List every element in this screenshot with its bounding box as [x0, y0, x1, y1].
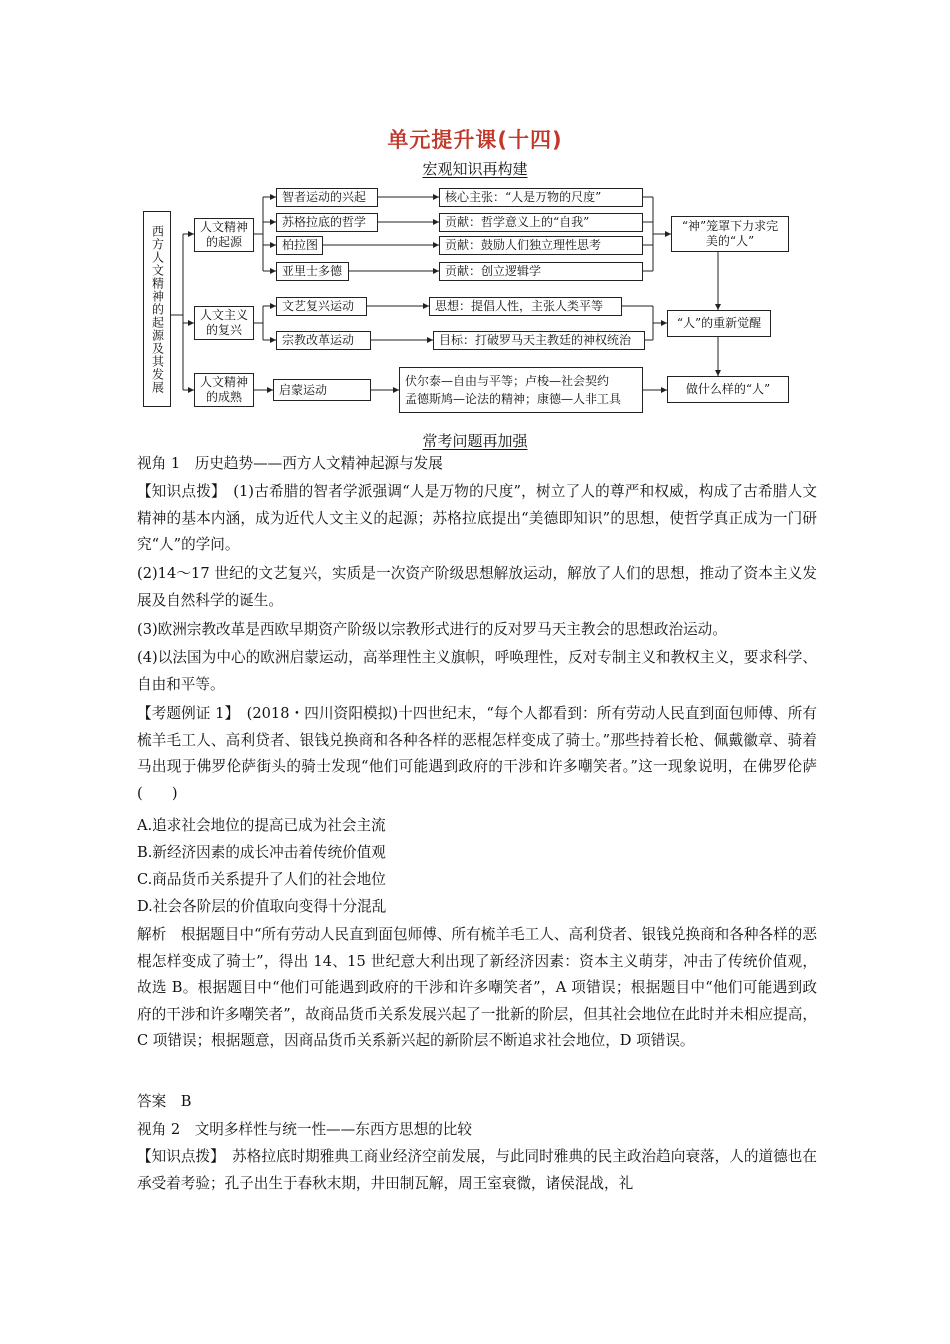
perspective-1-heading: 视角 1 历史趋势——西方人文精神起源与发展: [137, 455, 443, 472]
option-a: A.追求社会地位的提高已成为社会主流: [137, 817, 386, 834]
topic-reformation: 宗教改革运动: [276, 331, 371, 350]
topic-renaissance: 文艺复兴运动: [276, 297, 367, 316]
stage-origin: 人文精神的起源: [194, 218, 254, 252]
detail-socrates: 贡献：哲学意义上的“自我”: [439, 213, 643, 232]
knowledge-point-4: (4)以法国为中心的欧洲启蒙运动，高举理性主义旗帜，呼唤理性，反对专制主义和教权主义，要求科学、自由和平等。: [137, 649, 817, 693]
knowledge-framework-diagram: [143, 180, 803, 416]
detail-plato: 贡献：鼓励人们独立理性思考: [439, 236, 643, 255]
stage-revival: 人文主义的复兴: [194, 306, 254, 340]
section-heading-questions: 常考问题再加强: [422, 432, 528, 450]
section-heading-framework: 宏观知识再构建: [422, 160, 528, 178]
analysis: 解析 根据题目中“所有劳动人民直到面包师傅、所有梳羊毛工人、高利贷者、银钱兑换商和各种各样的恶棍怎样变成了骑士”，得出 14、15 世纪意大利出现了新经济因素：资本主义萌芽，冲击了传统价值观，故选 B。根据题目中“他们可能遇到政府的干涉和许多嘲笑者”，A 项错误；根据题目中“他们可能遇到政府的干涉和许多嘲笑者”，故商品货币关系发展兴起了一批新的阶层，但其社会地位在此时并未相应提高，C 项错误；根据题意，因商品货币关系新兴起的新阶层不断追求社会地位，D 项错误。: [137, 926, 817, 1049]
enlightenment-line-2: 孟德斯鸠—论法的精神；康德—人非工具: [405, 392, 622, 406]
topic-sophists: 智者运动的兴起: [276, 188, 378, 207]
topic-plato: 柏拉图: [276, 236, 323, 255]
detail-sophists: 核心主张：“人是万物的尺度”: [439, 188, 643, 207]
option-d: D.社会各阶层的价值取向变得十分混乱: [137, 898, 387, 915]
stage-maturity: 人文精神的成熟: [194, 373, 254, 407]
option-b: B.新经济因素的成长冲击着传统价值观: [137, 844, 386, 861]
perspective-2-heading: 视角 2 文明多样性与统一性——东西方思想的比较: [137, 1121, 472, 1138]
topic-enlightenment: 启蒙运动: [273, 379, 371, 401]
option-c: C.商品货币关系提升了人们的社会地位: [137, 871, 386, 888]
topic-socrates: 苏格拉底的哲学: [276, 213, 378, 232]
diagram-root: 西方人文精神的起源及其发展: [143, 211, 171, 407]
result-maturity: 做什么样的“人”: [667, 376, 789, 403]
topic-aristotle: 亚里士多德: [276, 262, 349, 281]
knowledge-point-5: 【知识点拨】 苏格拉底时期雅典工商业经济空前发展，与此同时雅典的民主政治趋向衰落，人的道德也在承受着考验；孔子出生于春秋末期，井田制瓦解，周王室衰微，诸侯混战，礼: [137, 1148, 817, 1192]
example-question-1: 【考题例证 1】 (2018・四川资阳模拟)十四世纪末，“每个人都看到：所有劳动人民直到面包师傅、所有梳羊毛工人、高利贷者、银钱兑换商和各种各样的恶棍怎样变成了骑士。”那些持着长枪、佩戴徽章、骑着马出现于佛罗伦萨街头的骑士发现“他们可能遇到政府的干涉和许多嘲笑者。”这一现象说明，在佛罗伦萨( ): [137, 705, 817, 802]
knowledge-point-1: 【知识点拨】 (1)古希腊的智者学派强调“人是万物的尺度”，树立了人的尊严和权威，构成了古希腊人文精神的基本内涵，成为近代人文主义的起源；苏格拉底提出“美德即知识”的思想，使哲学真正成为一门研究“人”的学问。: [137, 483, 817, 553]
result-origin: “神”笼罩下力求完美的“人”: [671, 216, 789, 252]
detail-renaissance: 思想：提倡人性，主张人类平等: [429, 297, 622, 316]
knowledge-point-3: (3)欧洲宗教改革是西欧早期资产阶级以宗教形式进行的反对罗马天主教会的思想政治运动。: [137, 621, 727, 638]
result-revival: “人”的重新觉醒: [667, 310, 771, 337]
detail-aristotle: 贡献：创立逻辑学: [439, 262, 643, 281]
knowledge-point-2: (2)14～17 世纪的文艺复兴，实质是一次资产阶级思想解放运动，解放了人们的思想，推动了资本主义发展及自然科学的诞生。: [137, 565, 817, 609]
detail-reformation: 目标：打破罗马天主教廷的神权统治: [433, 331, 645, 350]
detail-enlightenment: [399, 367, 643, 413]
enlightenment-line-1: 伏尔泰—自由与平等；卢梭—社会契约: [405, 374, 610, 388]
page-title: 单元提升课(十四): [387, 128, 563, 152]
answer: 答案 B: [137, 1093, 192, 1110]
